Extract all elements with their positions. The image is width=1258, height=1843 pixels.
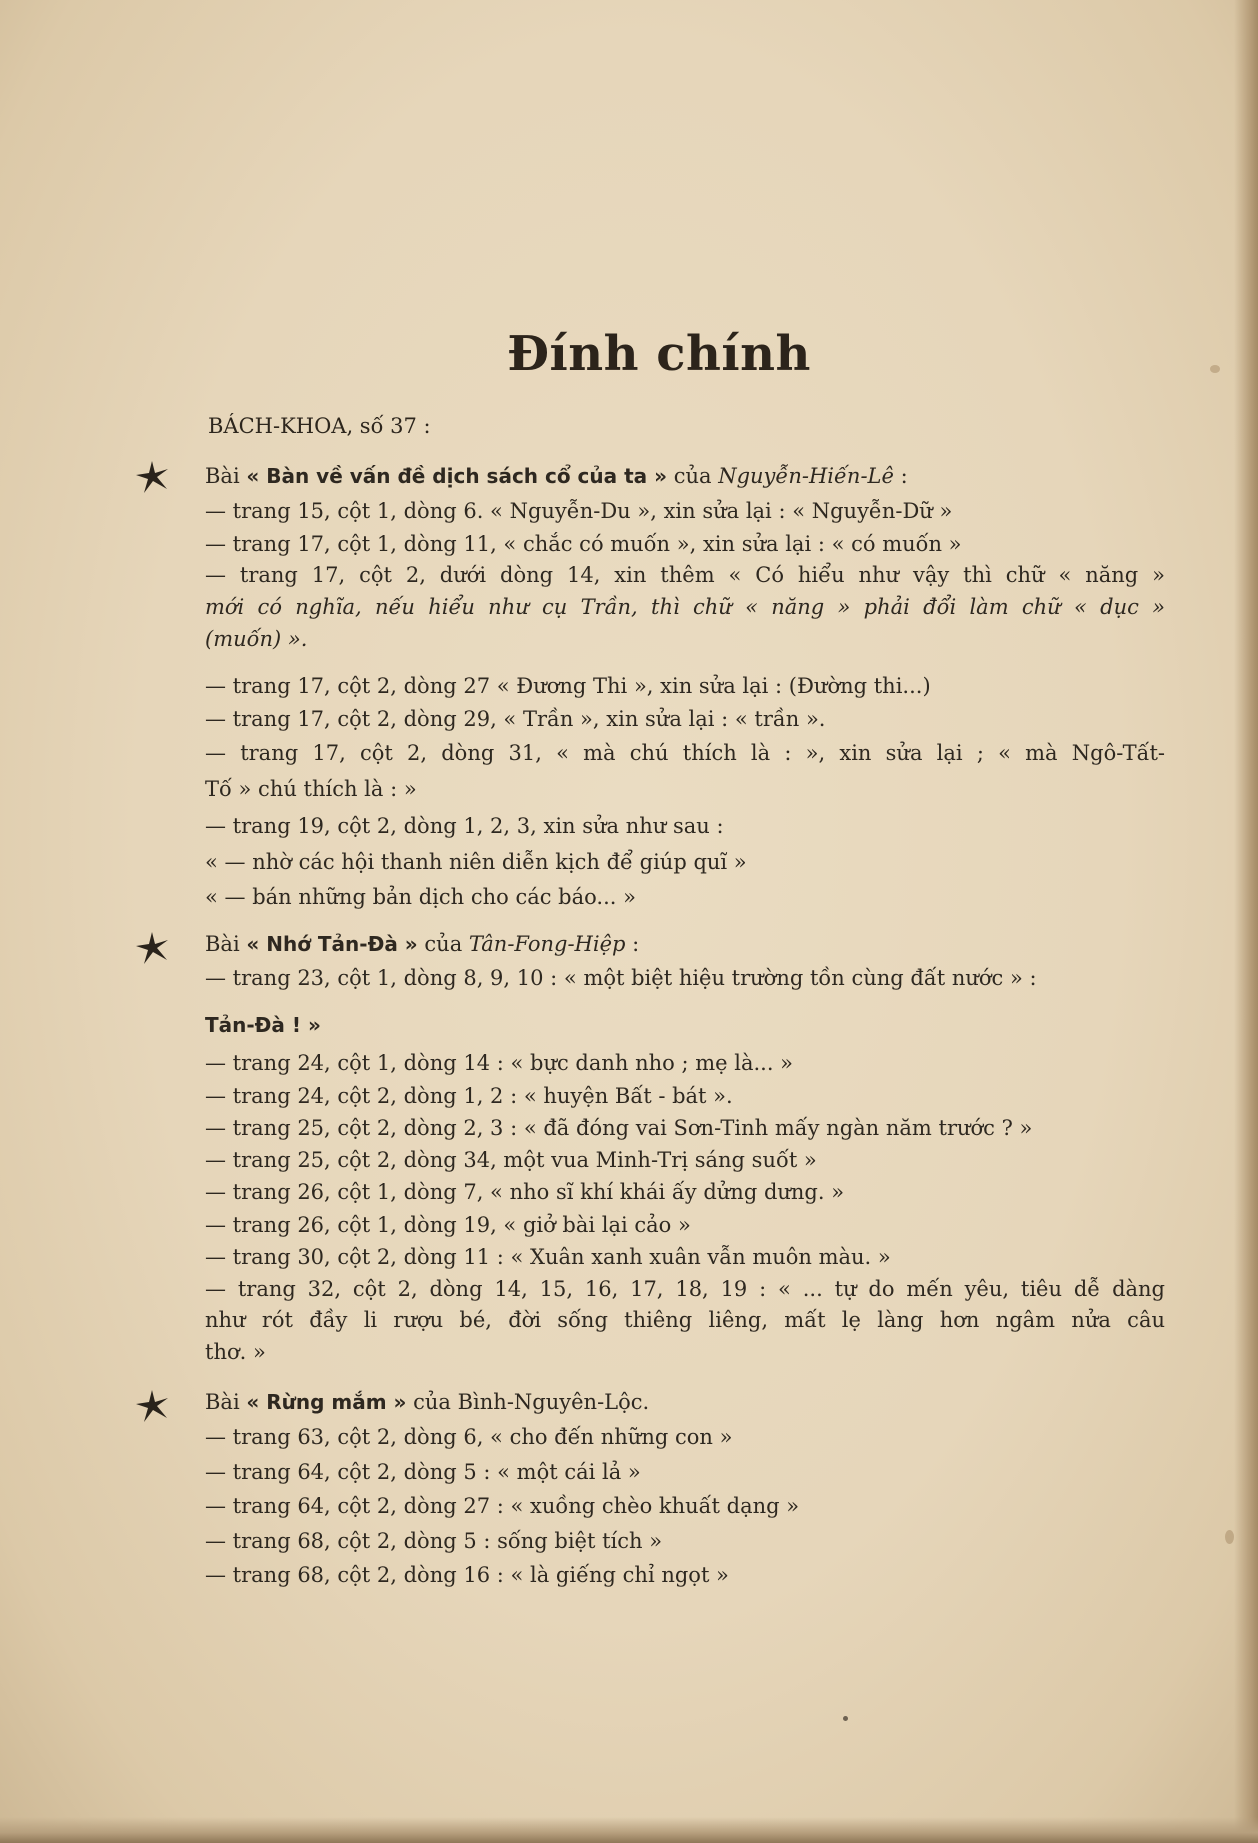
correction-line: — trang 25, cột 2, dòng 34, một vua Minh-Trị sáng suốt »	[205, 1148, 817, 1172]
correction-line: — trang 64, cột 2, dòng 27 : « xuồng chèo khuất dạng »	[205, 1494, 800, 1518]
correction-line: « — bán những bản dịch cho các báo... »	[205, 885, 636, 909]
correction-line: mới có nghĩa, nếu hiểu như cụ Trần, thì chữ « năng » phải đổi làm chữ « dục »	[205, 595, 1165, 619]
correction-line: — trang 25, cột 2, dòng 2, 3 : « đã đóng vai Sơn-Tinh mấy ngàn năm trước ? »	[205, 1116, 1033, 1140]
correction-line: — trang 23, cột 1, dòng 8, 9, 10 : « một biệt hiệu trường tồn cùng đất nước » :	[205, 966, 1037, 990]
correction-line: — trang 30, cột 2, dòng 11 : « Xuân xanh xuân vẫn muôn màu. »	[205, 1245, 891, 1269]
paper-spot	[1225, 1530, 1234, 1544]
source-line: BÁCH-KHOA, số 37 :	[208, 414, 431, 438]
correction-line: — trang 19, cột 2, dòng 1, 2, 3, xin sửa như sau :	[205, 814, 724, 838]
correction-line: Tản-Đà ! »	[205, 1013, 321, 1037]
correction-line: thơ. »	[205, 1340, 266, 1364]
correction-line: — trang 17, cột 2, dòng 31, « mà chú thích là : », xin sửa lại ; « mà Ngô-Tất-	[205, 741, 1165, 765]
correction-line: — trang 24, cột 1, dòng 14 : « bực danh nho ; mẹ là... »	[205, 1051, 794, 1075]
correction-line: — trang 68, cột 2, dòng 16 : « là giếng chỉ ngọt »	[205, 1563, 729, 1587]
article-intro: Bài « Nhớ Tản-Đà » của Tân-Fong-Hiệp :	[205, 932, 640, 956]
star-bullet-icon	[134, 1388, 170, 1424]
correction-line: — trang 32, cột 2, dòng 14, 15, 16, 17, 18, 19 : « ... tự do mến yêu, tiêu dễ dàng	[205, 1277, 1165, 1301]
star-bullet-icon	[134, 459, 170, 495]
star-bullet-icon	[134, 930, 170, 966]
article-intro: Bài « Bàn về vấn đề dịch sách cổ của ta » của Nguyễn-Hiến-Lê :	[205, 464, 908, 488]
correction-line: — trang 17, cột 2, dòng 29, « Trần », xin sửa lại : « trần ».	[205, 707, 826, 731]
correction-line: Tố » chú thích là : »	[205, 777, 417, 801]
correction-line: « — nhờ các hội thanh niên diễn kịch để giúp quĩ »	[205, 850, 747, 874]
page-edge-bottom	[0, 1817, 1258, 1843]
page-title: Đính chính	[507, 326, 811, 382]
paper-spot	[843, 1716, 848, 1721]
correction-line: — trang 17, cột 2, dòng 27 « Đương Thi », xin sửa lại : (Đường thi...)	[205, 674, 931, 698]
correction-line: — trang 63, cột 2, dòng 6, « cho đến những con »	[205, 1425, 733, 1449]
correction-line: — trang 15, cột 1, dòng 6. « Nguyễn-Du », xin sửa lại : « Nguyễn-Dữ »	[205, 499, 953, 523]
article-intro: Bài « Rừng mắm » của Bình-Nguyên-Lộc.	[205, 1390, 650, 1414]
page-edge-right	[1234, 0, 1258, 1843]
correction-line: (muốn) ».	[205, 627, 308, 651]
correction-line: — trang 26, cột 1, dòng 19, « giở bài lại cảo »	[205, 1213, 691, 1237]
correction-line: — trang 68, cột 2, dòng 5 : sống biệt tích »	[205, 1529, 663, 1553]
correction-line: — trang 24, cột 2, dòng 1, 2 : « huyện Bất - bát ».	[205, 1084, 733, 1108]
correction-line: như rót đầy li rượu bé, đời sống thiêng liêng, mất lẹ làng hơn ngâm nửa câu	[205, 1308, 1165, 1332]
correction-line: — trang 17, cột 2, dưới dòng 14, xin thêm « Có hiểu như vậy thì chữ « năng »	[205, 563, 1165, 587]
correction-line: — trang 17, cột 1, dòng 11, « chắc có muốn », xin sửa lại : « có muốn »	[205, 532, 962, 556]
correction-line: — trang 26, cột 1, dòng 7, « nho sĩ khí khái ấy dửng dưng. »	[205, 1180, 845, 1204]
correction-line: — trang 64, cột 2, dòng 5 : « một cái lả »	[205, 1460, 641, 1484]
